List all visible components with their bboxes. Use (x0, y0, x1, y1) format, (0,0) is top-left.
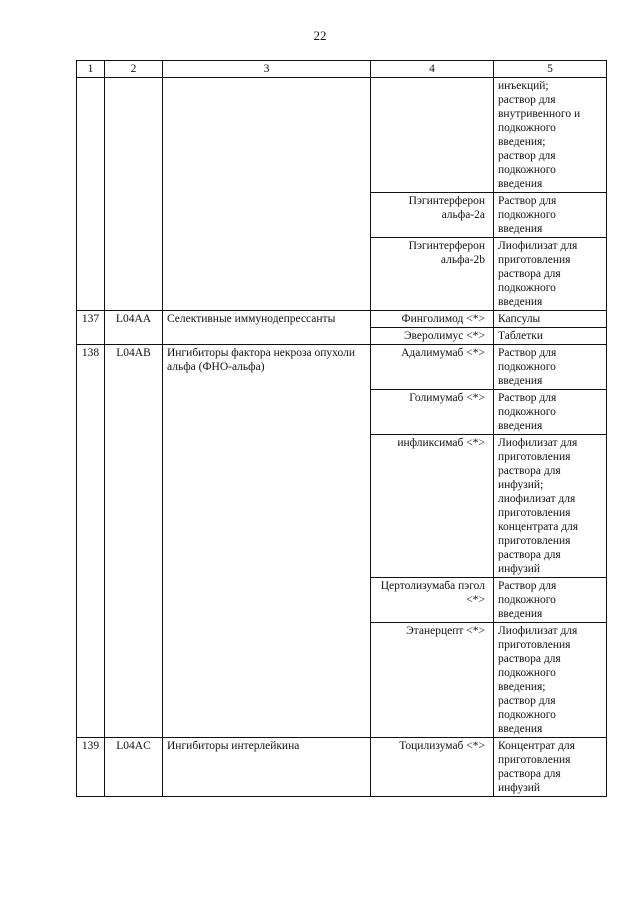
column-number: 5 (494, 61, 607, 78)
dosage-form-line: внутривенного и (498, 108, 581, 120)
dosage-form-cell (494, 78, 607, 193)
dosage-form-line: раствора для (498, 268, 561, 280)
pharmacological-group-cell: Ингибиторы интерлейкина (163, 738, 371, 797)
dosage-form-line: Таблетки (498, 330, 544, 342)
dosage-form-line: инфузий; (498, 479, 544, 491)
dosage-form-cell (494, 738, 607, 797)
dosage-form-line: раствора для (498, 653, 561, 665)
row-number-cell (77, 78, 105, 311)
dosage-form-cell (494, 623, 607, 738)
dosage-form-line: приготовления (498, 535, 571, 547)
dosage-form-line: введения; (498, 681, 546, 693)
dosage-form-line: раствора для (498, 465, 561, 477)
pharmacological-group-cell (163, 78, 371, 311)
dosage-form-line: Лиофилизат для (498, 625, 578, 637)
row-number-cell: 137 (77, 311, 105, 345)
drug-name-cell (371, 78, 494, 193)
drug-name-cell: Этанерцепт <*> (371, 623, 494, 738)
dosage-form-line: подкожного (498, 164, 556, 176)
dosage-form-line: инфузий (498, 782, 541, 794)
dosage-form-line: приготовления (498, 639, 571, 651)
dosage-form-cell (494, 311, 607, 328)
dosage-form-line: введения; (498, 136, 546, 148)
dosage-form-line: введения (498, 296, 543, 308)
dosage-form-line: Раствор для (498, 195, 557, 207)
dosage-form-line: раствор для (498, 94, 556, 106)
atc-code-cell: L04AC (105, 738, 163, 797)
dosage-form-line: Раствор для (498, 580, 557, 592)
drug-name-cell: Эверолимус <*> (371, 328, 494, 345)
dosage-form-line: Лиофилизат для (498, 437, 578, 449)
atc-code-cell (105, 78, 163, 311)
dosage-form-line: раствор для (498, 150, 556, 162)
drug-name-cell: Пэгинтерферон альфа-2а (371, 193, 494, 238)
table-row (77, 78, 607, 193)
dosage-form-line: Раствор для (498, 347, 557, 359)
dosage-form-line: подкожного (498, 209, 556, 221)
column-number: 1 (77, 61, 105, 78)
dosage-form-line: подкожного (498, 709, 556, 721)
dosage-form-line: подкожного (498, 667, 556, 679)
medication-table (76, 60, 607, 797)
dosage-form-line: лиофилизат для (498, 493, 576, 505)
dosage-form-cell (494, 193, 607, 238)
drug-name-cell: Тоцилизумаб <*> (371, 738, 494, 797)
atc-code-cell: L04AB (105, 345, 163, 738)
dosage-form-cell (494, 345, 607, 390)
drug-name-cell: инфликсимаб <*> (371, 435, 494, 578)
drug-name-cell: Финголимод <*> (371, 311, 494, 328)
drug-name-cell: Адалимумаб <*> (371, 345, 494, 390)
dosage-form-line: подкожного (498, 406, 556, 418)
dosage-form-line: раствора для (498, 549, 561, 561)
dosage-form-cell (494, 390, 607, 435)
dosage-form-cell (494, 238, 607, 311)
row-number-cell: 138 (77, 345, 105, 738)
dosage-form-cell (494, 328, 607, 345)
dosage-form-line: приготовления (498, 451, 571, 463)
column-number-row (77, 61, 607, 78)
dosage-form-line: введения (498, 223, 543, 235)
row-number-cell: 139 (77, 738, 105, 797)
column-number: 2 (105, 61, 163, 78)
dosage-form-line: Лиофилизат для (498, 240, 578, 252)
pharmacological-group-cell: Ингибиторы фактора некроза опухоли альфа (ФНО-альфа) (163, 345, 371, 738)
dosage-form-line: инфузий (498, 563, 541, 575)
dosage-form-line: Концентрат для (498, 740, 575, 752)
drug-name-cell: Пэгинтерферон альфа-2b (371, 238, 494, 311)
table-row (77, 311, 607, 328)
dosage-form-line: приготовления (498, 754, 571, 766)
dosage-form-line: введения (498, 608, 543, 620)
drug-name-cell: Цертолизумаба пэгол <*> (371, 578, 494, 623)
dosage-form-line: раствора для (498, 768, 561, 780)
table-row (77, 345, 607, 390)
dosage-form-line: подкожного (498, 122, 556, 134)
atc-code-cell: L04AA (105, 311, 163, 345)
dosage-form-cell (494, 578, 607, 623)
dosage-form-line: концентрата для (498, 521, 579, 533)
dosage-form-line: введения (498, 178, 543, 190)
dosage-form-line: Раствор для (498, 392, 557, 404)
dosage-form-line: подкожного (498, 594, 556, 606)
column-number: 3 (163, 61, 371, 78)
dosage-form-line: приготовления (498, 254, 571, 266)
dosage-form-line: подкожного (498, 361, 556, 373)
dosage-form-cell (494, 435, 607, 578)
pharmacological-group-cell: Селективные иммунодепрессанты (163, 311, 371, 345)
dosage-form-line: приготовления (498, 507, 571, 519)
drug-name-cell: Голимумаб <*> (371, 390, 494, 435)
dosage-form-line: введения (498, 723, 543, 735)
table-row (77, 738, 607, 797)
dosage-form-line: подкожного (498, 282, 556, 294)
dosage-form-line: инъекций; (498, 80, 549, 92)
column-number: 4 (371, 61, 494, 78)
dosage-form-line: введения (498, 420, 543, 432)
dosage-form-line: Капсулы (498, 313, 541, 325)
page-number: 22 (313, 28, 327, 43)
dosage-form-line: раствор для (498, 695, 556, 707)
dosage-form-line: введения (498, 375, 543, 387)
